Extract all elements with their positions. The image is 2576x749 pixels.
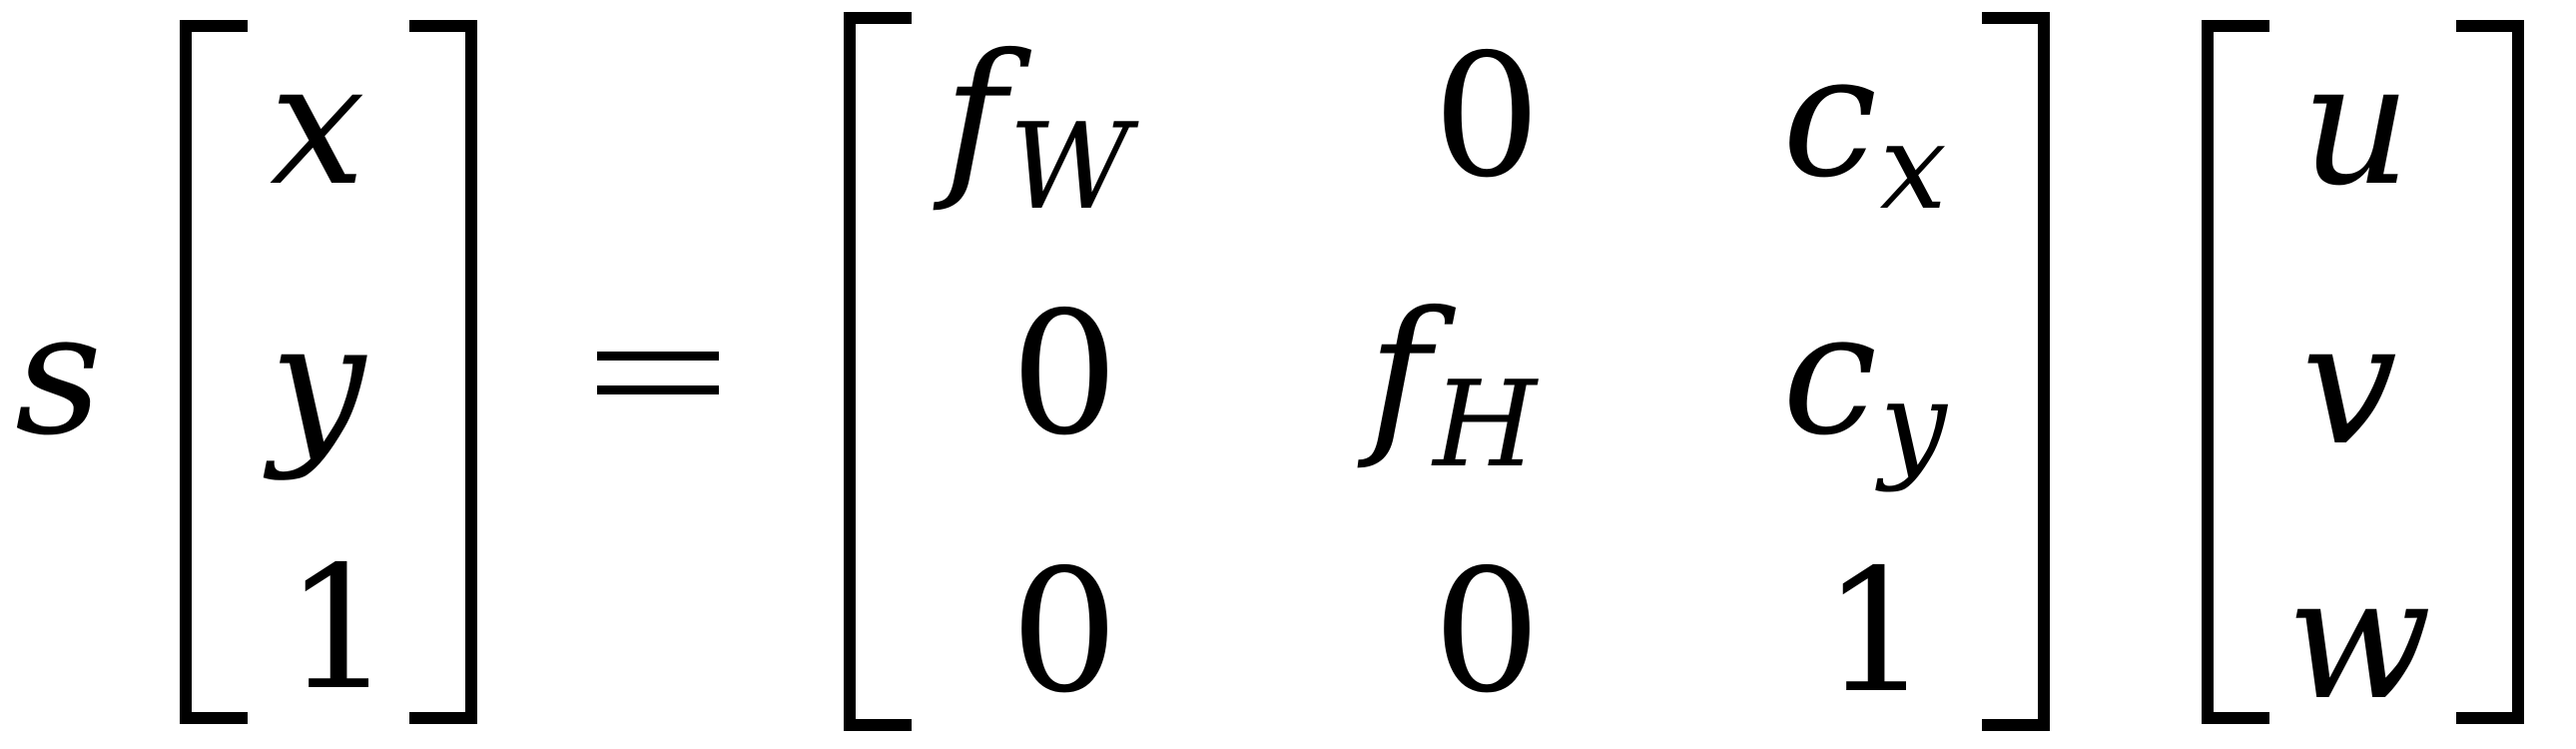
rhs-entry-w: w [2286,540,2432,738]
matrix-entry-one: 1 [1822,533,1931,731]
lhs-right-bracket [409,20,477,724]
rhs-entry-v: v [2301,286,2398,483]
rhs-right-bracket [2456,20,2524,724]
lhs-entry-one: 1 [285,530,393,728]
matrix-entry-principal-y: cy [1782,276,1947,495]
matrix-entry-focal-width: fW [944,18,1131,238]
matrix-entry-zero: 0 [1433,533,1542,731]
scale-factor: s [15,276,103,473]
matrix-entry-focal-height: fH [1368,276,1538,495]
matrix-entry-zero: 0 [1010,533,1119,731]
matrix-entry-zero: 0 [1433,18,1542,216]
equals-sign-bottom-bar [597,385,719,394]
matrix-right-bracket [1982,12,2050,731]
lhs-entry-x: x [270,26,365,224]
matrix-entry-zero: 0 [1010,276,1119,473]
lhs-left-bracket [180,20,248,724]
rhs-left-bracket [2202,20,2269,724]
rhs-entry-u: u [2301,26,2411,224]
matrix-left-bracket [844,12,912,731]
matrix-entry-principal-x: cx [1782,18,1947,238]
equals-sign-top-bar [597,352,719,361]
lhs-entry-y: y [270,286,366,483]
